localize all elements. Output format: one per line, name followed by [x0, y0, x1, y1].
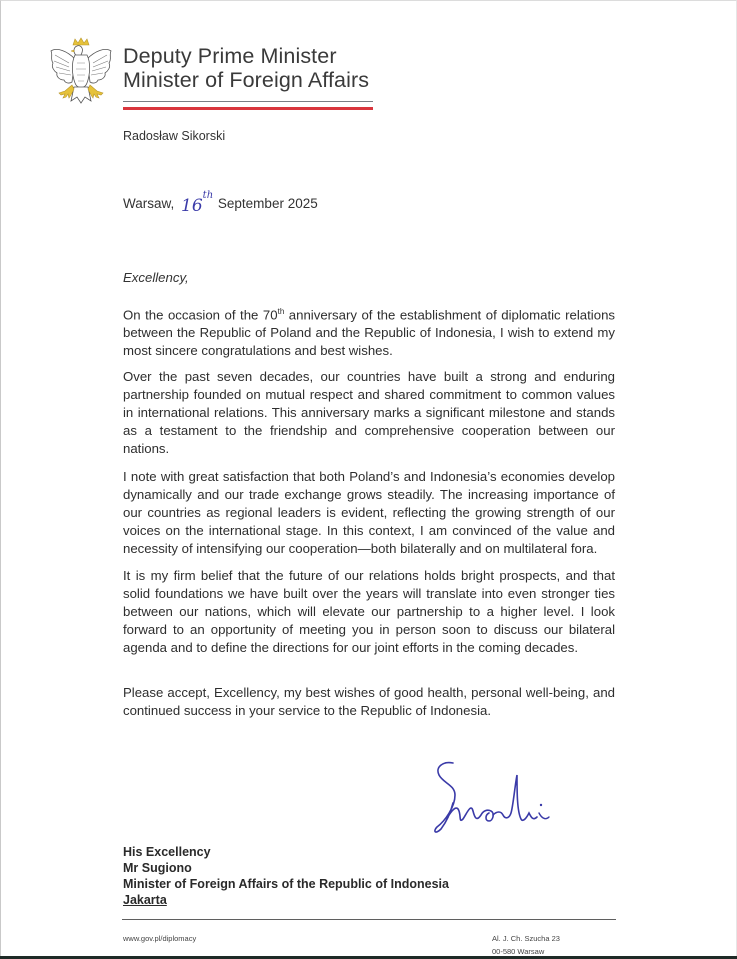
letterhead-red-rule: [123, 107, 373, 110]
date-place: Warsaw,: [123, 196, 175, 211]
paragraph-5: Please accept, Excellency, my best wishes of good health, personal well-being, and continued success in your service to the Republic of Indonesia.: [123, 685, 615, 718]
date-line: [123, 190, 318, 216]
letterhead-gray-rule: [123, 101, 373, 102]
letterhead-title-line2: Minister of Foreign Affairs: [123, 68, 370, 92]
handwritten-signature-icon: [425, 755, 565, 840]
handwritten-day: [181, 190, 214, 216]
paragraph-3: I note with great satisfaction that both Poland’s and Indonesia’s economies develop dynamically and our trade exchange grows steadily. The increasing importance of our countries as regional leaders is evident, reflecting the growing strength of our voices on the international stage. In this context, I am convinced of the value and necessity of intensifying our cooperation—both bilaterally and on multilateral fora.: [123, 469, 615, 556]
date-month-year: September 2025: [217, 196, 318, 211]
handwritten-day-number: 16: [181, 196, 203, 216]
addressee-honorific: His Excellency: [123, 845, 211, 859]
paragraph-2: Over the past seven decades, our countries have built a strong and enduring partnership founded on mutual respect and shared commitment to common values in international relations. This anniversary marks a significant milestone and stands as a testament to the friendship and comprehensive cooperation between our nations.: [123, 369, 615, 456]
addressee-block: [123, 844, 449, 908]
footer-address: [492, 932, 560, 958]
paragraph-1-start: On the occasion of the 70: [123, 307, 278, 323]
footer-website: www.gov.pl/diplomacy: [123, 934, 197, 943]
addressee-city: Jakarta: [123, 893, 167, 907]
paragraph-1-rest: anniversary of the establishment of diplomatic relations between the Republic of Poland and the Republic of Indonesia, I wish to extend my most sincere congratulations and best wishes.: [123, 307, 615, 359]
letterhead-title: [123, 44, 369, 92]
footer-address-line1: Al. J. Ch. Szucha 23: [492, 934, 560, 943]
sender-name: Radosław Sikorski: [123, 129, 226, 143]
paragraph-1-ordinal: th: [277, 307, 285, 316]
letterhead-title-line1: Deputy Prime Minister: [123, 44, 337, 68]
footer-rule: [122, 919, 616, 920]
handwritten-day-suffix: th: [202, 190, 214, 202]
polish-white-eagle-emblem-icon: [47, 37, 115, 111]
addressee-name: Mr Sugiono: [123, 861, 192, 875]
addressee-title: Minister of Foreign Affairs of the Republic of Indonesia: [123, 877, 449, 891]
paragraph-1: [123, 303, 615, 360]
footer-address-line2: 00-580 Warsaw: [492, 947, 545, 956]
salutation: Excellency,: [123, 270, 189, 285]
paragraph-4: It is my firm belief that the future of our relations holds bright prospects, and that solid foundations we have built over the years will translate into even stronger ties between our nations, which will elevate our partnership to a higher level. I look forward to an opportunity of meeting you in person soon to discuss our bilateral agenda and to define the directions for our joint efforts in the coming decades.: [123, 568, 615, 655]
